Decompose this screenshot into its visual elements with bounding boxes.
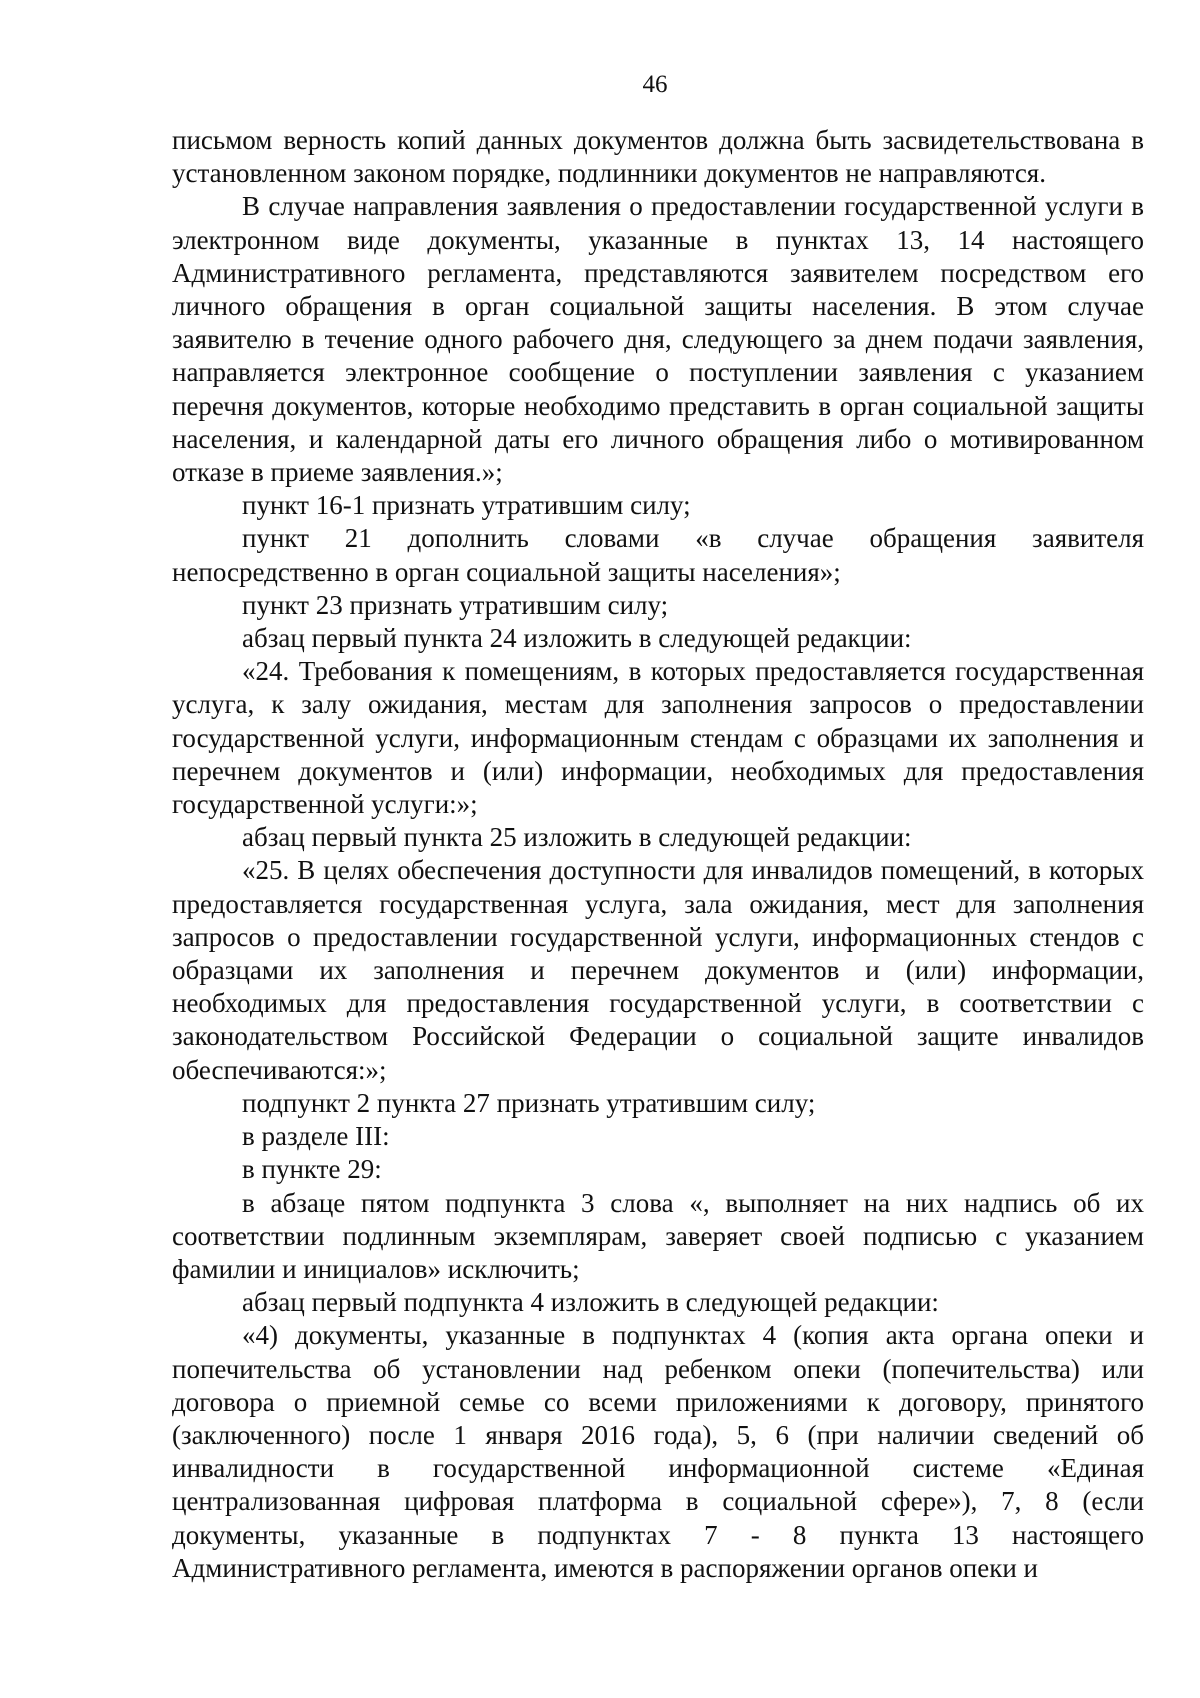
paragraph-item-16-1: пункт 16-1 признать утратившим силу; [242, 490, 691, 521]
paragraph-item-21: пункт 21 дополнить словами «в случае обращения заявителя непосредственно в орган социальной защиты населения»; [172, 523, 1144, 587]
document-body [172, 124, 1144, 1585]
paragraph-electronic-submission: В случае направления заявления о предоставлении государственной услуги в электронном виде документы, указанные в пунктах 13, 14 настоящего Административного регламента, представляются заявителем посредством его личного обращения в орган социальной защиты населения. В этом случае заявителю в течение одного рабочего дня, следующего за днем подачи заявления, направляется электронное сообщение о поступлении заявления с указанием перечня документов, которые необходимо представить в орган социальной защиты населения, и календарной даты его личного обращения либо о мотивированном отказе в приеме заявления.»; [172, 191, 1144, 488]
paragraph-item-25-intro: абзац первый пункта 25 изложить в следующей редакции: [242, 822, 912, 853]
paragraph-subitem-4-text: «4) документы, указанные в подпунктах 4 (копия акта органа опеки и попечительства об установлении над ребенком опеки (попечительства) или договора о приемной семье со всеми приложениями к договору, принятого (заключенного) после 1 января 2016 года), 5, 6 (при наличии сведений об инвалидности в государственной информационной системе «Единая централизованная цифровая платформа в социальной сфере»), 7, 8 (если документы, указанные в подпунктах 7 - 8 пункта 13 настоящего Административного регламента, имеются в распоряжении органов опеки и [172, 1320, 1144, 1583]
paragraph-subitem-4-intro: абзац первый подпункта 4 изложить в следующей редакции: [242, 1287, 939, 1318]
paragraph-item-24-intro: абзац первый пункта 24 изложить в следующей редакции: [242, 623, 912, 654]
paragraph-item-25-text: «25. В целях обеспечения доступности для инвалидов помещений, в которых предоставляется государственная услуга, зала ожидания, мест для заполнения запросов о предоставлении государственной услуги, информационных стендов с образцами их заполнения и перечнем документов и (или) информации, необходимых для предоставления государственной услуги, в соответствии с законодательством Российской Федерации о социальной защите инвалидов обеспечиваются:»; [172, 855, 1144, 1085]
paragraph-item-23: пункт 23 признать утратившим силу; [242, 589, 669, 620]
paragraph-item-24-text: «24. Требования к помещениям, в которых предоставляется государственная услуга, к залу ожидания, местам для заполнения запросов о предоставлении государственной услуги, информационным стендам с образцами их заполнения и перечнем документов и (или) информации, необходимых для предоставления государственной услуги:»; [172, 656, 1144, 820]
paragraph-subitem-3: в абзаце пятом подпункта 3 слова «, выполняет на них надпись об их соответствии подлинным экземплярам, заверяет своей подписью с указанием фамилии и инициалов» исключить; [172, 1187, 1144, 1284]
paragraph-item-27: подпункт 2 пункта 27 признать утратившим силу; [242, 1087, 816, 1118]
page-number: 46 [642, 71, 668, 98]
paragraph-section-3: в разделе III: [242, 1121, 390, 1152]
paragraph-item-29: в пункте 29: [242, 1154, 382, 1185]
paragraph-continuation: письмом верность копий данных документов должна быть засвидетельствована в установленном законом порядке, подлинники документов не направляются. [172, 125, 1144, 189]
